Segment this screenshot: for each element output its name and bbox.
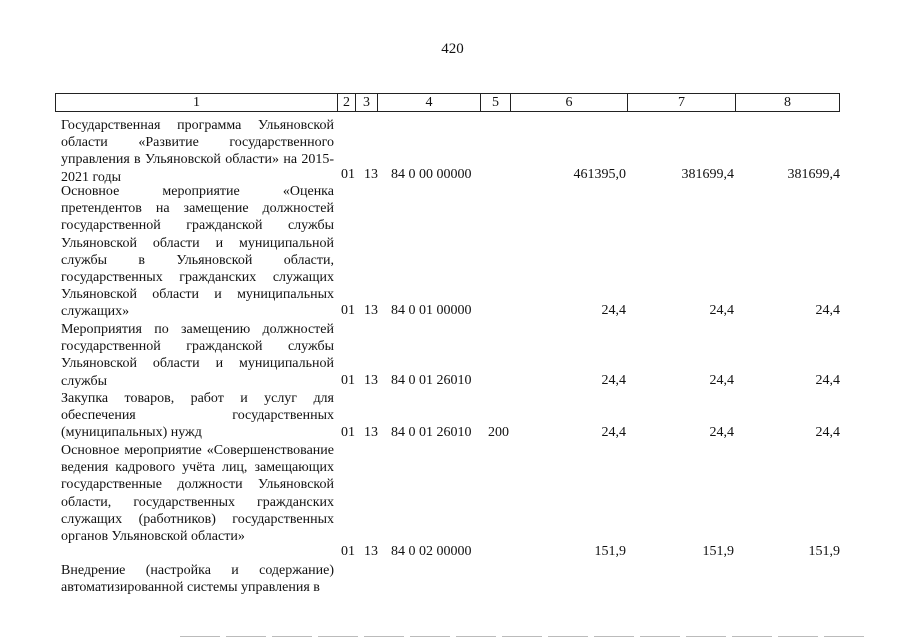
- row-amount-col6: 24,4: [601, 303, 626, 318]
- header-col-6: 6: [510, 93, 628, 112]
- row-rz: 01: [341, 373, 355, 388]
- row-rz: 01: [341, 303, 355, 318]
- row-amount-col6: 151,9: [594, 544, 626, 559]
- header-col-1: 1: [55, 93, 338, 112]
- row-pr: 13: [364, 167, 378, 182]
- row-rz: 01: [341, 167, 355, 182]
- row-rz: 01: [341, 544, 355, 559]
- row-rz: 01: [341, 425, 355, 440]
- row-amount-col8: 151,9: [808, 544, 840, 559]
- header-col-5: 5: [480, 93, 511, 112]
- row-csr: 84 0 00 00000: [391, 167, 472, 182]
- row-amount-col8: 24,4: [815, 373, 840, 388]
- header-col-3: 3: [355, 93, 378, 112]
- row-pr: 13: [364, 373, 378, 388]
- row-amount-col7: 24,4: [709, 303, 734, 318]
- row-amount-col8: 24,4: [815, 303, 840, 318]
- row-pr: 13: [364, 303, 378, 318]
- row-amount-col6: 24,4: [601, 425, 626, 440]
- row-name: Мероприятия по замещению должностей государственной гражданской службы Ульяновской области и муниципальной службы: [61, 322, 334, 389]
- row-amount-col7: 381699,4: [681, 167, 734, 182]
- table-header: [55, 93, 840, 112]
- row-name: Внедрение (настройка и содержание) автоматизированной системы управления в: [61, 563, 334, 596]
- row-csr: 84 0 01 00000: [391, 303, 472, 318]
- row-amount-col7: 24,4: [709, 373, 734, 388]
- row-pr: 13: [364, 544, 378, 559]
- row-amount-col7: 24,4: [709, 425, 734, 440]
- page-number: 420: [441, 41, 464, 57]
- row-amount-col8: 381699,4: [787, 167, 840, 182]
- row-amount-col7: 151,9: [702, 544, 734, 559]
- header-col-7: 7: [627, 93, 736, 112]
- row-name: Основное мероприятие «Совершенствование ведения кадрового учёта лиц, замещающих государственные должности Ульяновской области, государственных гражданских служащих (работников) государственных органов Ульяновской области»: [61, 443, 334, 545]
- row-csr: 84 0 01 26010: [391, 425, 472, 440]
- row-amount-col6: 461395,0: [573, 167, 626, 182]
- row-pr: 13: [364, 425, 378, 440]
- row-csr: 84 0 01 26010: [391, 373, 472, 388]
- row-name: Основное мероприятие «Оценка претендентов на замещение должностей государственной гражданской службы Ульяновской области и муниципальной службы в Ульяновской области, государственных гражданских служащих Ульяновской области и муниципальных служащих»: [61, 184, 334, 320]
- row-amount-col6: 24,4: [601, 373, 626, 388]
- header-col-8: 8: [735, 93, 840, 112]
- row-name: Закупка товаров, работ и услуг для обеспечения государственных (муниципальных) нужд: [61, 391, 334, 441]
- row-name: Государственная программа Ульяновской области «Развитие государственного управления в Ульяновской области» на 2015-2021 годы: [61, 118, 334, 185]
- header-col-2: 2: [337, 93, 356, 112]
- row-csr: 84 0 02 00000: [391, 544, 472, 559]
- row-amount-col8: 24,4: [815, 425, 840, 440]
- row-vr: 200: [488, 425, 509, 440]
- header-col-4: 4: [377, 93, 481, 112]
- scan-edge-artifact: [180, 636, 870, 637]
